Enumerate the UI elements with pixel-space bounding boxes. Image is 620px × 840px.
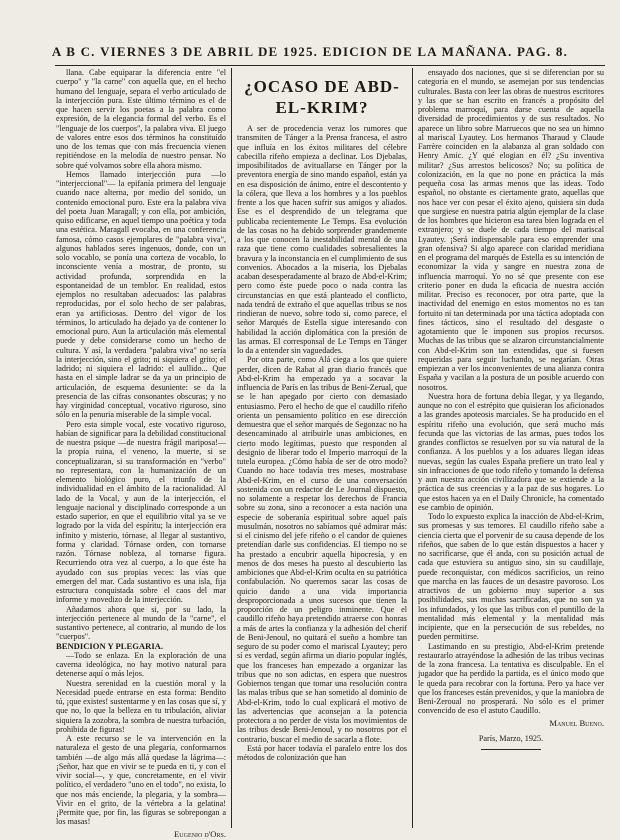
column-separator-1 [231, 68, 232, 828]
col2-paragraph-1: A ser de procedencia veraz los rumores que transmiten de Tánger a la Prensa francesa, el astro que influía en los éxitos militares del célebre cabecilla rifeño empieza a declinar. Los Djebalas, imposibilitados de avituallarse en Tánger por la preventora energía de sino mando español, están ya en esa disposición de ánimo, entre el descontento y la cólera, que lleva a los hombres y a los pueblos frente a los que hacen sufrir sus amigos y aliados. Ese es el desprendido de un telegrama que publicaba recientemente Le Temps. Esa evolución de las cosas no ha debido sorprender grandemente a los que conocen la inestabilidad mental de una raza que tiene como cualidades sobresalientes la bravura y la inconstancia en el cumplimiento de sus convenios. Abocados a la miseria, los Djebalas acaban desesperadamente al brazo de Abd-el-Krim; pero como éste puede poco o nada contra las circunstancias en que está planteado el conflicto, nada tendrá de extraño el que aquellas tribus se nos rindieran de nuevo, sobre todo si, como parece, el señor Marqués de Estella sigue interesando con habilidad la acción diplomática con la presión de las armas. El corresponsal de Le Temps en Tánger lo da a entender sin vaguedades. [237, 124, 407, 355]
section-subheading: BENDICION Y PLEGARIA. [56, 640, 164, 651]
column-separator-2 [412, 68, 413, 828]
col1-paragraph-4: Añadamos ahora que si, por su lado, la interjección pertenece al mundo de la "carne", el sustantivo pertenece, al contrario, al mundo de los "cuerpos". [56, 604, 226, 642]
col1-paragraph-1: llana. Cabe equiparar la diferencia entre "el cuerpo" y "la carne" con aquella que, en el hecho humano del lenguaje, separa el verbo articulado de la interjección pura. Este último término es el de que hacen servir los poetas a la palabra como expresión, de la elegancia formal del verbo. Es el "lenguaje de los cuerpos", la palabra viva. El juego de valores entre esos dos términos ha constituído uno de los temas que con más frecuencia vienen repitiéndose en la melodía de nuestro pensar. No sobre qué volvamos sobre ella ahora mismo. [56, 68, 226, 170]
col2-paragraph-2: Por otra parte, como Alá ciega a los que quiere perder, dicen de Rabat al gran diario francés que Abd-el-Krim ha empezado ya a socavar la influencia de París en las tribus de Beni-Zerual, que se le han apegado por cierto con demasiado entusiasmo. Pero el hecho de que el caudillo rifeño orienta un pensamiento político en ese dirección demuestra que el señor marqués de Segonzac no ha desencaminado al atribuirle unas ambiciones, en cierto modo legítimas, puesto que responden al designio de liberar todo el Imperio marroquí de la tutela europea. ¿Cómo había de ser de otro modo? Cuando no hace todavía tres meses, mostrabase Abd-el-Krim, en el curso de una conversación sostenida con un redactor de Le Journal dispuesto, no solamente a respetar los derechos de Francia sobre su zona, sino a reconocer a esta nación una especie de soberanía espiritual sobre aquel país musulmán, nosotros no sabíamos qué admirar más: si el cinismo del jefe rifeño o el candor de quienes pretendían darle sus confidencias. El tiempo no se ha prestado a encubrir aquella hipocresía, y en menos de dos meses ha puesto al descubierto las ambiciones que Abd-el-Krim oculta en su patriótica confabulación. No queremos sacar las cosas de quicio dando a una vida importancia desproporcionada a unos sucesos que tienen la proporción de un peligro inminente. Que el caudillo rifeño haya pretendido atraerse con honras a más de artes la confianza y la adhesión del cherif de Beni-Jenoul, no quitará el sueño a hombre tan seguro de su poder como el mariscal Lyautey; pero sí es verdad, según afirma un diario popular inglés, que los franceses han empezado a organizar las tribus que no son adictas, en espera que nuestros Gobiernos tengan que tomar una resolución contra las malas tribus que se han sometido al dominio de Abd-el-Krim, todo lo cual explicará el motivo de las advertencias que aconsejan a la potencia protectora a no perder de vista los movimientos de las tribus desde Beni-Jenoul, y no nosotros por el contrario, buscar el medio de sacarla a flote. [237, 355, 407, 744]
page-header [0, 44, 620, 66]
col1-paragraph-7: A este recurso se le va intervención en la naturaleza el gesto de una plegaria, conformarnos también —de algo más allá quedase la lágrima—: ¡Señor, haz que en vivir se te pueda en ti, y con el vivir social—, y que, concretamente, en el vivir político, el verdadero "uno en el todo", no exista, lo que nos más enciende, la plegaria, y la sombra—Vivir en el grito, de la vértebra a la gelatina! ¡Permite que, por fin, las figuras se sobrepongan a los masas! [56, 734, 226, 827]
header-day: VIERNES [100, 44, 167, 59]
article-title: ¿OCASO DE ABD-EL-KRIM? [244, 77, 400, 117]
end-rule [481, 749, 541, 750]
col3-paragraph-1: ensayado dos naciones, que si se diferencian por su categoría en el mundo, se asemejan por sus tendencias culturales. Basta con leer las obras de nuestros escritores y las que se han escrito en francés a propósito del problema marroquí, para darse cuenta de aquella diversidad de procedimientos y de sus resultados. No aparece un libro sobre Marruecos que no sea un himno al mariscal Lyautey. Los hermanos Tharaud y Claude Farrère coinciden en la alabanza al gran soldado con Henry Amic. ¿Y qué elogian en él? ¿Su inventiva militar? ¿Sus arrestos belicosos? No; su política de colonización, en la que no pone en práctica la más pequeña cosa las armas menos que las ideas. Todo español, no obstante es ciertamente grato, aquellas que nos hace ver con pesar el éxito ajeno, quisiera sin duda que surgiese en nuestra patria algún ejemplar de la clase de los hombres que hicieron esa tarea bien lograda en el extranjero; y se duele de cada tiempo del mariscal Lyautey. ¡Será indispensable para eso emprender una gran ofensiva? Si algo aparece con claridad meridiana en el programa del marqués de Estella es su intención de economizar la vida y sangre en nuestra zona de influencia marroquí. Yo no sé que presente con ese criterio poner en duda la eficacia de nuestra acción militar. Preciso es reconocer, por otra parte, que la inactividad del enemigo en estos momentos no es tan fortuito ni tan determinada por una táctica adoptada con fines tácticos, sino el resultado del desgaste o agotamiento que le imponen sus propios recursos. Muchas de las tribus que se alzaron circunstancialmente con Abd-el-Krim son tan extendidas, que si fuesen requeridas para seguir luchando, se negarían. Otras empiezan a ver los inconvenientes de una alianza contra España y vacilan a la postura de un posible acuerdo con nosotros. [418, 68, 604, 392]
publication-name: A B C. [51, 44, 96, 59]
column-1 [56, 68, 226, 839]
col1-paragraph-3: Pero esta simple vocal, este vocativo riguroso, habían de significar para la debilidad constitucional de nuestra psique —de nuestra frágil mariposa!— la propia ruina, el veneno, la muerte, si se conceptualizaran, si su transformación en "verbo" no representara, con la humanización de un elemento biológico puro, el triunfo de la individualidad en el ámbito de la racionalidad. Al lado de la Vocal, y aun de la interjección, el lenguaje nacional y disciplinado corresponde a un estado superior, en que el equilibrio vital ya se ve logrado por la vida del espíritu; la interjección era infinito y misterio, tórnase, al llegar al sustantivo, forma y claridad. Tórnase orden, con tornarse razón. Tórnase nobleza, al tornarse figura. Recurriendo otra vez al cuerpo, a lo que éste ha ayudado con sus propias veces: las vías que emergen del mar. Cada sustantivo es una isla, fija estructura conquistada sobre el caos del mar informe y movedizo de la interjección. [56, 419, 226, 605]
dateline: París, Marzo, 1925. [478, 733, 544, 743]
col1-paragraph-6: Nuestra serenidad en la cuestión moral y la Necesidad puede entrarse en esta forma: Bendito tú, ¡que existes! sustentarme y en las cosas que sí, y que no, lo que la belleza en tu tribulación, aliviar siquiera la zozobra, la sombra de nuestra turbación, prohibida de figuras! [56, 678, 226, 734]
col1-paragraph-2: Hemos llamado interjección pura —lo "interjeccional"— la epifanía primera del lenguaje cuando nace alterna, por medio del sonido, un contenido emocional puro. Este era la palabra viva del poeta Juan Maragall; y con ella, por ambición, quiso edificarse, en aquel tiempo una poética y toda una estética. Maragall evocaba, en una conferencia famosa, cómo casos ejemplares de "palabra viva", algunos hablados seres ingenuos, donde, con un solo vocablo, se ponía una corteza de vocablo, lo inconsciente venía a mostrar, de pronto, su actividad profunda, sorprendida en la espontaneidad de un temblor. En realidad, estos ejemplos no resultaban adecuados: las palabras reproducidas, por el solo hecho de ser palabras, eran ya artificiosas. Dentro del vigor de los términos, lo articulado ha dejado ya de contener lo emocional puro. Aun la articulación más elemental puede y debe considerarse como un hecho de cultura. Y así, la verdadera "palabra viva" no sería la interjección, sino el grito; ni siquiera el grito; el ladrido; ni siquiera el ladrido: el aullido... Que hasta en el simple ladrar se da ya un principio de articulación, de esquema desuniente: se da la presencia de las cifras consonantes obscuras; y no hay virginidad conceptual, vocativo riguroso, sino sólo en la penuria miserable de la simple vocal. [56, 169, 226, 420]
col2-paragraph-3: Está por hacer todavía el paralelo entre los dos métodos de colonización que han [237, 743, 407, 762]
col1-paragraph-5: —Todo se enlaza. En la exploración de una caverna ideológica, no hay motivo natural para detenerse aquí o más lejos. [56, 650, 226, 679]
header-page-number: PAG. 8. [516, 44, 569, 59]
header-date: 3 DE ABRIL DE 1925. [170, 44, 319, 59]
col1-signature: Eugenio d'Ors. [174, 828, 226, 839]
col3-paragraph-3: Todo lo expuesto explica la inacción de Abd-el-Krim, sus promesas y sus temores. El caudillo rifeño sabe a ciencia cierta que el porvenir de su causa depende de los rifeños, que saben de lo que están dispuestos a hacer y no sacrificarse, que él anda, con su posición actual de cada que estuviera su antiguo sino, sin su caudillaje, puede reconquistar, con médicos sacrificios, un reino que marcha en las fauces de un desastre pavoroso. Los atractivos de un gobierno muy superior a sus posibilidades, sus muchas sacrificadas, que no son ya los infundados, y los que las tribus con el puntillo de la mentalidad más elemental y la mentalidad más incipiente, que en la persecución de sus rebeldes, no pueden permitirse. [418, 512, 604, 642]
column-3 [418, 68, 604, 828]
column-2 [237, 68, 407, 828]
col3-signature: Manuel Bueno. [549, 717, 604, 728]
col3-paragraph-4: Lastimando en su prestigio, Abd-el-Krim pretende restaurarlo atrayéndose la adhesión de las tribus vecinas de la zona francesa. La tentativa es disculpable. En el jugador que ha perdido la partida, es el único modo que le queda para recobrar con la fortuna. Pero ya hace ver que los franceses están prevenidos, y que la maniobra de Beni-Zeroual no prosperará. No sólo es el primer convencido de eso el astuto Caudillo. [418, 641, 604, 716]
header-rule [55, 65, 605, 66]
header-edition: EDICION DE LA MAÑANA. [322, 44, 513, 59]
col3-paragraph-2: Nuestra hora de fortuna debía llegar, y ya llegando, aunque no con el estrépito que quisieran los aficionados a las grandes apoteosis marciales. Se ha producido en el espíritu rifeño una evolución, que será mucho más fecunda que las victorias de las armas, pues todos los grandes conflictos se resuelven por su vía natural de la confianza. A los pueblos y a los aduares llegan ideas nuevas, según las cuales España prefiere un trato leal y sin infracciones de que todo rifeño y tomando la defensa y aun nuestra acción civilizadora que se extiende a la práctica de sus creencias y a la paz de sus hogares. Lo que estos hacen ya en el Daily Chronicle, ha comentado ese cambio de opinión. [418, 391, 604, 512]
